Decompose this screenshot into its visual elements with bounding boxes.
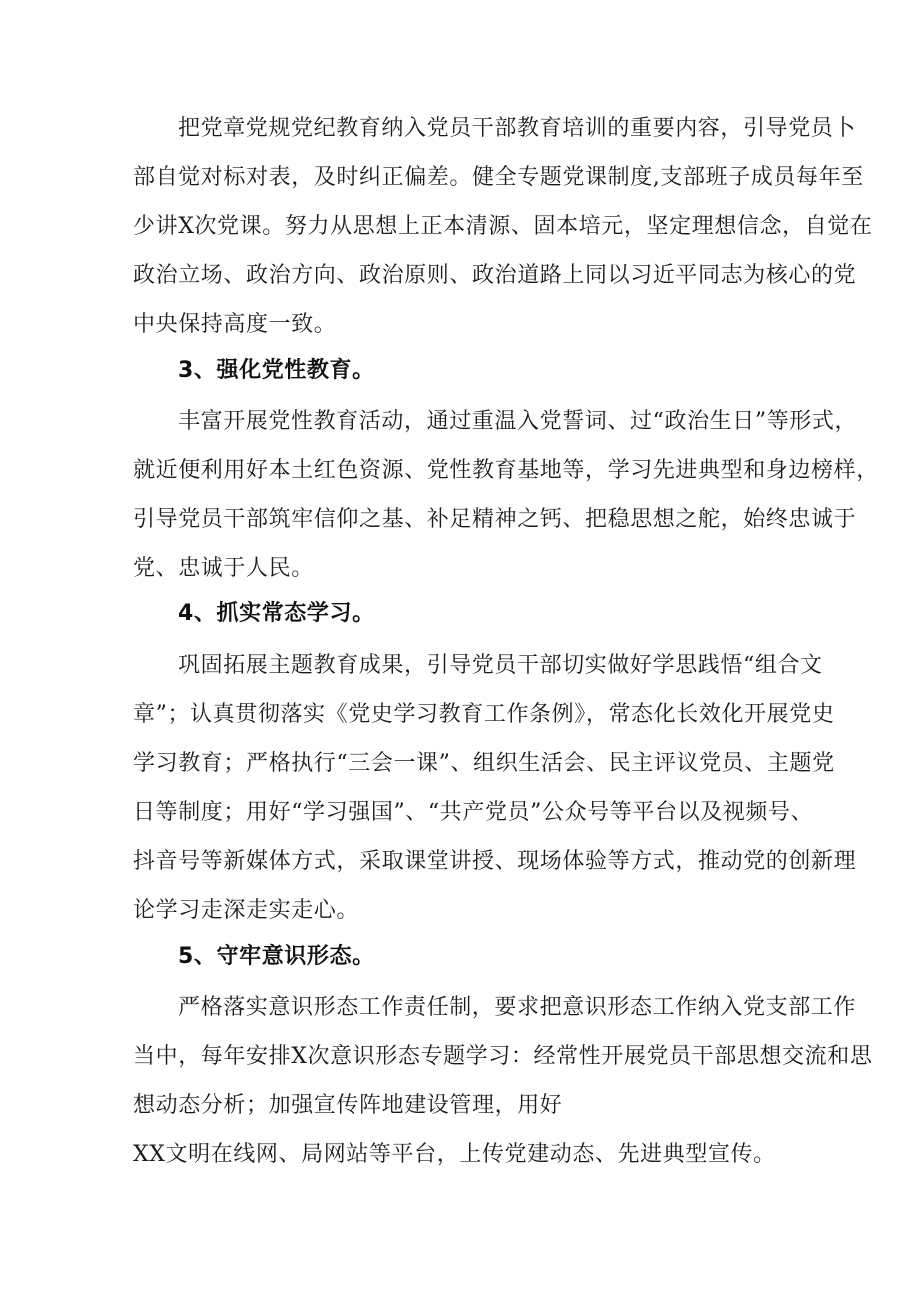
paragraph-4-line-2: 当中，每年安排X次意识形态专题学习：经常性开展党员干部思想交流和思 [133, 1044, 873, 1069]
paragraph-2-line-4: 党、忠诚于人民。 [133, 556, 314, 581]
paragraph-3-line-3: 学习教育；严格执行“三会一课”、组织生活会、民主评议党员、主题党 [133, 751, 835, 776]
paragraph-1-line-3: 少讲X次党课。努力从思想上正本清源、固本培元，坚定理想信念，自觉在 [133, 214, 873, 239]
paragraph-3-line-5: 抖音号等新媒体方式，采取课堂讲授、现场体验等方式，推动党的创新理 [133, 849, 857, 874]
paragraph-1-line-2: 部自觉对标对表，及时纠正偏差。健全专题党课制度,支部班子成员每年至 [133, 165, 864, 190]
paragraph-3-line-4: 日等制度；用好“学习强国”、“共产党员”公众号等平台以及视频号、 [133, 800, 814, 825]
paragraph-1-line-4: 政治立场、政治方向、政治原则、政治道路上同以习近平同志为核心的党 [133, 263, 857, 288]
paragraph-1-line-1: 把党章党规党纪教育纳入党员干部教育培训的重要内容，引导党员卜 [178, 116, 857, 141]
paragraph-1-line-5: 中央保持高度一致。 [133, 312, 337, 337]
paragraph-2-line-2: 就近便利用好本土红色资源、党性教育基地等，学习先进典型和身边榜样， [133, 458, 879, 483]
section-heading-3: 3、强化党性教育。 [178, 358, 375, 383]
paragraph-3-line-1: 巩固拓展主题教育成果，引导党员干部切实做好学思践悟“组合文 [178, 653, 823, 678]
paragraph-4-line-4: XX文明在线网、局网站等平台，上传党建动态、先进典型宣传。 [133, 1142, 776, 1167]
paragraph-2-line-3: 引导党员干部筑牢信仰之基、补足精神之钙、把稳思想之舵，始终忠诚于 [133, 507, 857, 532]
paragraph-4-line-3: 想动态分析；加强宣传阵地建设管理，用好 [133, 1093, 563, 1118]
section-heading-4: 4、抓实常态学习。 [178, 601, 375, 626]
section-heading-5: 5、守牢意识形态。 [178, 944, 375, 969]
paragraph-2-line-1: 丰富开展党性教育活动，通过重温入党誓词、过“政治生日”等形式， [178, 409, 858, 434]
paragraph-3-line-2: 章”；认真贯彻落实《党史学习教育工作条例》，常态化长效化开展党史 [133, 702, 835, 727]
paragraph-4-line-1: 严格落实意识形态工作责任制，要求把意识形态工作纳入党支部工作 [178, 995, 857, 1020]
paragraph-3-line-6: 论学习走深走实走心。 [133, 898, 360, 923]
